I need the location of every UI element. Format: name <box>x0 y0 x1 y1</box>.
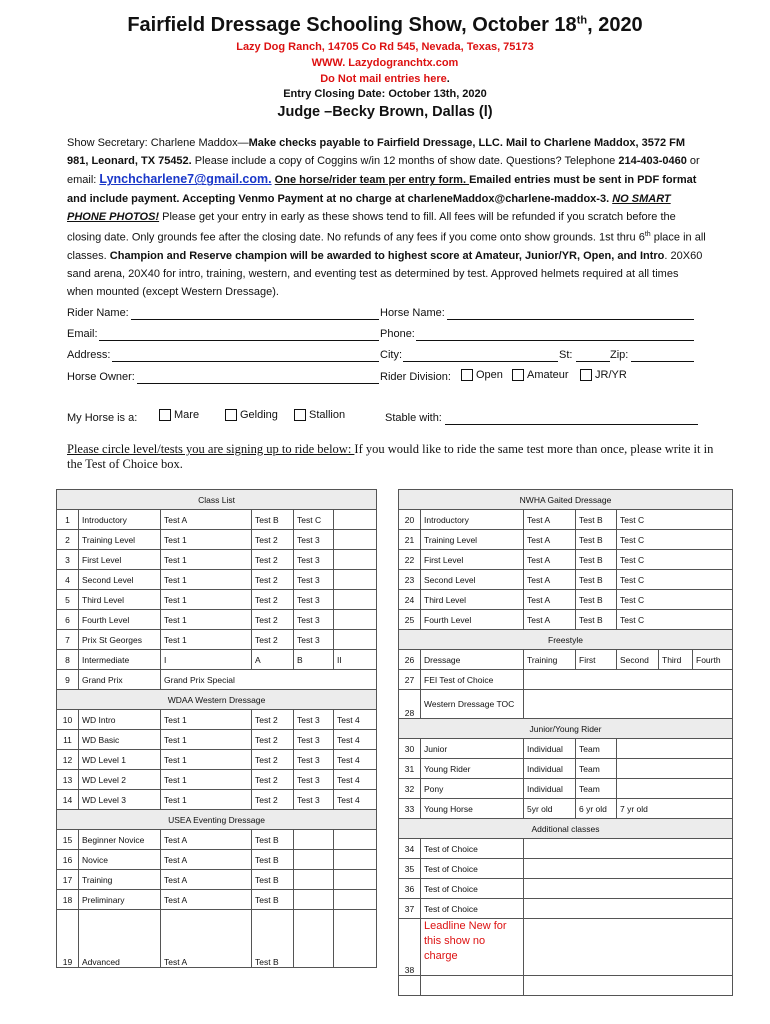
horse-stallion[interactable]: Stallion <box>294 409 345 421</box>
test-option[interactable]: Test 3 <box>294 550 334 570</box>
test-option <box>294 890 334 910</box>
class-number: 20 <box>399 510 421 530</box>
test-option[interactable]: Test B <box>252 510 294 530</box>
zip-label: Zip: <box>610 349 629 361</box>
test-option <box>334 550 377 570</box>
class-number: 14 <box>57 790 79 810</box>
email-label: Email: <box>67 328 98 340</box>
class-number: 35 <box>399 859 421 879</box>
test-option[interactable]: Test C <box>617 550 733 570</box>
class-number: 13 <box>57 770 79 790</box>
test-option <box>294 850 334 870</box>
test-option[interactable]: Test 2 <box>252 770 294 790</box>
class-number: 3 <box>57 550 79 570</box>
test-option[interactable]: Team <box>576 739 617 759</box>
test-option[interactable]: Test 4 <box>334 710 377 730</box>
class-row <box>57 590 377 610</box>
instructions: Please circle level/tests you are signing up to ride below: If you would like to ride the same test more than once, please write it in the Test of Choice box. <box>67 442 714 471</box>
class-row <box>57 890 377 910</box>
email-link[interactable]: Lynchcharlene7@gmail.com. <box>99 172 272 187</box>
horse-name-field[interactable] <box>447 319 694 320</box>
test-option[interactable]: Second <box>617 650 659 670</box>
class-name: Grand Prix <box>79 670 161 690</box>
class-name: Preliminary <box>79 890 161 910</box>
test-option <box>334 910 377 968</box>
test-option[interactable]: Test 3 <box>294 610 334 630</box>
leadline-note: Leadline New for this show no charge <box>421 919 524 976</box>
class-name: WD Level 1 <box>79 750 161 770</box>
class-row <box>57 610 377 630</box>
test-option[interactable]: Test 3 <box>294 630 334 650</box>
horse-type-label: My Horse is a: <box>67 412 138 424</box>
section-header-row <box>399 819 733 839</box>
class-name <box>421 976 524 996</box>
test-option[interactable]: Training <box>524 650 576 670</box>
class-row <box>399 899 733 919</box>
class-name: Advanced <box>79 910 161 968</box>
class-number: 22 <box>399 550 421 570</box>
city-label: City: <box>380 349 402 361</box>
test-option[interactable]: Test B <box>576 510 617 530</box>
stable-label: Stable with: <box>385 412 442 424</box>
class-name: Training <box>79 870 161 890</box>
test-option[interactable]: Test A <box>161 850 252 870</box>
phone-field[interactable] <box>416 340 694 341</box>
website-link[interactable]: WWW. Lazydogranchtx.com <box>311 57 459 69</box>
class-number: 38 <box>399 919 421 976</box>
test-option[interactable]: Third <box>659 650 693 670</box>
test-option <box>334 890 377 910</box>
division-label: Rider Division: <box>380 371 451 383</box>
class-list-header: Class List <box>57 490 377 510</box>
section-header: Junior/Young Rider <box>399 719 733 739</box>
section-header-row <box>399 630 733 650</box>
class-number: 6 <box>57 610 79 630</box>
test-option[interactable]: Test B <box>576 610 617 630</box>
page-title: Fairfield Dressage Schooling Show, October 18th, 2020 <box>127 14 643 36</box>
owner-label: Horse Owner: <box>67 371 135 383</box>
class-number: 23 <box>399 570 421 590</box>
class-row <box>57 510 377 530</box>
section-header: Freestyle <box>399 630 733 650</box>
class-number: 37 <box>399 899 421 919</box>
class-number: 36 <box>399 879 421 899</box>
class-row <box>399 839 733 859</box>
class-name: Dressage <box>421 650 524 670</box>
class-name: Young Rider <box>421 759 524 779</box>
class-row <box>399 879 733 899</box>
test-option <box>617 759 733 779</box>
class-row <box>399 650 733 670</box>
class-row <box>57 910 377 968</box>
test-of-choice-box[interactable] <box>524 859 733 879</box>
owner-field[interactable] <box>137 383 379 384</box>
address-label: Address: <box>67 349 111 361</box>
class-number: 25 <box>399 610 421 630</box>
ranch-address: Lazy Dog Ranch, 14705 Co Rd 545, Nevada, Texas, 75173 <box>236 41 534 53</box>
class-name: Test of Choice <box>421 839 524 859</box>
class-row <box>399 610 733 630</box>
test-option[interactable]: Team <box>576 759 617 779</box>
class-row <box>57 770 377 790</box>
test-option[interactable]: Test 1 <box>161 530 252 550</box>
class-row <box>399 799 733 819</box>
test-option[interactable]: Test 1 <box>161 790 252 810</box>
class-name: Introductory <box>79 510 161 530</box>
class-row <box>57 630 377 650</box>
class-number: 10 <box>57 710 79 730</box>
class-number: 5 <box>57 590 79 610</box>
test-option[interactable]: Test C <box>617 610 733 630</box>
test-option[interactable]: Test 4 <box>334 730 377 750</box>
section-header-row <box>399 719 733 739</box>
test-option[interactable]: Test 4 <box>334 750 377 770</box>
class-number: 33 <box>399 799 421 819</box>
class-row <box>57 530 377 550</box>
checkbox-icon[interactable] <box>512 369 524 381</box>
class-row <box>399 550 733 570</box>
class-row <box>399 859 733 879</box>
test-option[interactable]: Team <box>576 779 617 799</box>
no-mail-notice: Do Not mail entries here. <box>320 73 450 85</box>
class-row <box>57 570 377 590</box>
class-row <box>399 976 733 996</box>
class-number: 17 <box>57 870 79 890</box>
test-option[interactable]: Fourth <box>693 650 733 670</box>
test-option[interactable]: Test 1 <box>161 610 252 630</box>
city-field[interactable] <box>403 361 558 362</box>
test-option[interactable]: Test C <box>294 510 334 530</box>
test-option[interactable]: Test B <box>252 910 294 968</box>
class-number: 30 <box>399 739 421 759</box>
state-label: St: <box>559 349 573 361</box>
test-option <box>334 610 377 630</box>
test-option[interactable]: Test 1 <box>161 570 252 590</box>
class-row <box>57 650 377 670</box>
class-number: 1 <box>57 510 79 530</box>
test-option[interactable]: Test B <box>252 830 294 850</box>
class-row <box>57 790 377 810</box>
test-option[interactable]: Test A <box>524 570 576 590</box>
test-option <box>334 530 377 550</box>
class-name: Introductory <box>421 510 524 530</box>
class-name: Western Dressage TOC <box>421 690 524 719</box>
address-field[interactable] <box>112 361 379 362</box>
checkbox-icon[interactable] <box>580 369 592 381</box>
test-option[interactable]: Grand Prix Special <box>161 670 377 690</box>
horse-mare[interactable]: Mare <box>159 409 199 421</box>
horse-name-label: Horse Name: <box>380 307 445 319</box>
class-name: Junior <box>421 739 524 759</box>
class-row <box>399 590 733 610</box>
test-option[interactable]: Test 1 <box>161 770 252 790</box>
class-name: Training Level <box>79 530 161 550</box>
division-jryr[interactable]: JR/YR <box>580 369 627 381</box>
class-number: 34 <box>399 839 421 859</box>
class-name: WD Level 2 <box>79 770 161 790</box>
division-amateur[interactable]: Amateur <box>512 369 569 381</box>
test-option[interactable]: Test A <box>524 550 576 570</box>
checkbox-icon[interactable] <box>159 409 171 421</box>
class-name: WD Intro <box>79 710 161 730</box>
class-number: 32 <box>399 779 421 799</box>
test-option <box>334 590 377 610</box>
test-option[interactable]: Test B <box>252 850 294 870</box>
test-option[interactable]: Test A <box>524 510 576 530</box>
test-option[interactable]: Test A <box>161 910 252 968</box>
test-option <box>334 630 377 650</box>
test-option[interactable]: Test A <box>161 890 252 910</box>
test-of-choice-box[interactable] <box>524 899 733 919</box>
class-row <box>399 510 733 530</box>
class-row <box>399 530 733 550</box>
test-option[interactable]: First <box>576 650 617 670</box>
test-option <box>617 779 733 799</box>
test-option[interactable]: Individual <box>524 759 576 779</box>
test-of-choice-box[interactable] <box>524 976 733 996</box>
test-of-choice-box[interactable] <box>524 839 733 859</box>
class-name: Second Level <box>421 570 524 590</box>
class-row <box>399 739 733 759</box>
state-field[interactable] <box>576 361 610 362</box>
test-option[interactable]: Test 2 <box>252 570 294 590</box>
test-option[interactable]: Test 2 <box>252 710 294 730</box>
test-option[interactable]: Test 2 <box>252 790 294 810</box>
class-number: 28 <box>399 690 421 719</box>
class-number: 7 <box>57 630 79 650</box>
checkbox-icon[interactable] <box>225 409 237 421</box>
class-name: Fourth Level <box>79 610 161 630</box>
class-name: Third Level <box>79 590 161 610</box>
class-name: WD Level 3 <box>79 790 161 810</box>
class-name: Novice <box>79 850 161 870</box>
class-name: Beginner Novice <box>79 830 161 850</box>
test-option <box>294 830 334 850</box>
test-option[interactable]: 6 yr old <box>576 799 617 819</box>
class-row <box>399 759 733 779</box>
class-name: Test of Choice <box>421 859 524 879</box>
test-option[interactable]: Test B <box>576 570 617 590</box>
test-option[interactable]: Test 4 <box>334 770 377 790</box>
test-option[interactable]: Test A <box>161 510 252 530</box>
class-list-table <box>56 489 377 968</box>
test-option[interactable]: B <box>294 650 334 670</box>
class-name: Fourth Level <box>421 610 524 630</box>
test-option[interactable]: Test 1 <box>161 630 252 650</box>
test-option[interactable]: II <box>334 650 377 670</box>
class-row <box>399 690 733 719</box>
gaited-header: NWHA Gaited Dressage <box>399 490 733 510</box>
class-number: 19 <box>57 910 79 968</box>
test-option[interactable]: Test 1 <box>161 590 252 610</box>
division-open[interactable]: Open <box>461 369 503 381</box>
class-number: 26 <box>399 650 421 670</box>
test-option[interactable]: Test 4 <box>334 790 377 810</box>
test-option[interactable]: Test 1 <box>161 750 252 770</box>
test-option[interactable]: Test 2 <box>252 630 294 650</box>
test-option[interactable]: Test 1 <box>161 730 252 750</box>
class-name: First Level <box>421 550 524 570</box>
test-option[interactable]: Test A <box>524 530 576 550</box>
class-name: Young Horse <box>421 799 524 819</box>
checkbox-icon[interactable] <box>294 409 306 421</box>
test-option[interactable]: Test 2 <box>252 590 294 610</box>
test-option[interactable]: Test A <box>524 610 576 630</box>
class-number: 27 <box>399 670 421 690</box>
email-field[interactable] <box>99 340 379 341</box>
class-row <box>57 850 377 870</box>
horse-gelding[interactable]: Gelding <box>225 409 278 421</box>
section-header: WDAA Western Dressage <box>57 690 377 710</box>
test-option <box>294 870 334 890</box>
test-option[interactable]: Test 1 <box>161 710 252 730</box>
class-number: 4 <box>57 570 79 590</box>
rider-name-label: Rider Name: <box>67 307 129 319</box>
test-option[interactable]: Test C <box>617 570 733 590</box>
class-number <box>399 976 421 996</box>
class-name: Intermediate <box>79 650 161 670</box>
class-row <box>57 750 377 770</box>
class-number: 31 <box>399 759 421 779</box>
test-option <box>334 510 377 530</box>
section-header-row <box>57 690 377 710</box>
test-option[interactable] <box>524 690 733 719</box>
test-option <box>334 850 377 870</box>
class-number: 24 <box>399 590 421 610</box>
section-header-row <box>57 810 377 830</box>
zip-field[interactable] <box>631 361 694 362</box>
test-option[interactable]: Individual <box>524 779 576 799</box>
test-option[interactable]: Test A <box>161 830 252 850</box>
class-number: 8 <box>57 650 79 670</box>
test-option <box>334 870 377 890</box>
test-option[interactable]: 7 yr old <box>617 799 733 819</box>
test-option <box>334 830 377 850</box>
test-option[interactable]: Test B <box>576 590 617 610</box>
test-option[interactable]: A <box>252 650 294 670</box>
test-option[interactable]: Test B <box>252 870 294 890</box>
class-row <box>57 730 377 750</box>
class-row <box>399 570 733 590</box>
table-header-row <box>399 490 733 510</box>
test-option[interactable]: Test B <box>576 530 617 550</box>
class-name: WD Basic <box>79 730 161 750</box>
class-name: Test of Choice <box>421 899 524 919</box>
checkbox-icon[interactable] <box>461 369 473 381</box>
test-option[interactable] <box>524 670 733 690</box>
test-option[interactable]: Test 3 <box>294 750 334 770</box>
class-number: 9 <box>57 670 79 690</box>
test-option[interactable]: 5yr old <box>524 799 576 819</box>
class-number: 16 <box>57 850 79 870</box>
stable-field[interactable] <box>445 424 698 425</box>
table-header-row <box>57 490 377 510</box>
test-of-choice-box[interactable] <box>524 919 733 976</box>
rider-name-field[interactable] <box>131 319 379 320</box>
class-row <box>57 670 377 690</box>
test-option[interactable]: Test 2 <box>252 750 294 770</box>
class-row <box>399 919 733 976</box>
test-option <box>334 570 377 590</box>
closing-date: Entry Closing Date: October 13th, 2020 <box>283 88 487 100</box>
class-row <box>399 779 733 799</box>
section-header: USEA Eventing Dressage <box>57 810 377 830</box>
test-option[interactable]: Test B <box>576 550 617 570</box>
class-number: 18 <box>57 890 79 910</box>
class-name: Test of Choice <box>421 879 524 899</box>
class-name: Prix St Georges <box>79 630 161 650</box>
class-name: First Level <box>79 550 161 570</box>
test-option[interactable]: Test 3 <box>294 790 334 810</box>
class-name: Training Level <box>421 530 524 550</box>
class-number: 15 <box>57 830 79 850</box>
test-of-choice-box[interactable] <box>524 879 733 899</box>
phone-label: Phone: <box>380 328 415 340</box>
class-row <box>57 710 377 730</box>
class-name: Third Level <box>421 590 524 610</box>
test-option[interactable]: Test 1 <box>161 550 252 570</box>
test-option <box>617 739 733 759</box>
test-option[interactable]: Test 3 <box>294 770 334 790</box>
class-row <box>57 550 377 570</box>
class-row <box>57 830 377 850</box>
test-option[interactable]: Test 3 <box>294 710 334 730</box>
section-header: Additional classes <box>399 819 733 839</box>
test-option[interactable]: Individual <box>524 739 576 759</box>
test-option[interactable]: Test 2 <box>252 610 294 630</box>
show-info-paragraph: Show Secretary: Charlene Maddox—Make checks payable to Fairfield Dressage, LLC. Mail to Charlene Maddox, 3572 FM 981, Leonard, TX 75452. Please include a copy of Coggins w/in 12 months of show date. Questions? Telephone 214-403-0460 or email: Lynchcharlene7@gmail.com. One horse/rider team per entry form. Emailed entries must be sent in PDF format and include payment. Accepting Venmo Payment at no charge at charleneMaddox@charlene-maddox-3. NO SMART PHONE PHOTOS! Please get your entry in early as these shows tend to fill. All fees will be refunded if you scratch before the closing date. Only grounds fee after the closing date. No refunds of any fees if you come onto show grounds. 1st thru 6th place in all classes. Champion and Reserve champion will be awarded to highest score at Amateur, Junior/YR, Open, and Intro. 20X60 sand arena, 20X40 for intro, training, western, and eventing test as determined by test. Approved helmets required at all times when mounted (except Western Dressage). <box>67 137 706 299</box>
class-name: Second Level <box>79 570 161 590</box>
class-number: 21 <box>399 530 421 550</box>
class-row <box>399 670 733 690</box>
test-option <box>294 910 334 968</box>
test-option[interactable]: Test 3 <box>294 590 334 610</box>
test-option[interactable]: Test 3 <box>294 570 334 590</box>
test-option[interactable]: Test B <box>252 890 294 910</box>
test-option[interactable]: Test A <box>524 590 576 610</box>
test-option[interactable]: Test 2 <box>252 730 294 750</box>
test-option[interactable]: Test 2 <box>252 530 294 550</box>
test-option[interactable]: Test 3 <box>294 530 334 550</box>
judge-line: Judge –Becky Brown, Dallas (l) <box>277 104 493 120</box>
class-name: Pony <box>421 779 524 799</box>
class-name: FEI Test of Choice <box>421 670 524 690</box>
class-row <box>57 870 377 890</box>
test-option[interactable]: Test C <box>617 510 733 530</box>
class-number: 12 <box>57 750 79 770</box>
class-number: 2 <box>57 530 79 550</box>
test-option[interactable]: Test C <box>617 590 733 610</box>
test-option[interactable]: Test A <box>161 870 252 890</box>
test-option[interactable]: Test C <box>617 530 733 550</box>
class-number: 11 <box>57 730 79 750</box>
test-option[interactable]: I <box>161 650 252 670</box>
gaited-dressage-table <box>398 489 733 996</box>
test-option[interactable]: Test 2 <box>252 550 294 570</box>
test-option[interactable]: Test 3 <box>294 730 334 750</box>
